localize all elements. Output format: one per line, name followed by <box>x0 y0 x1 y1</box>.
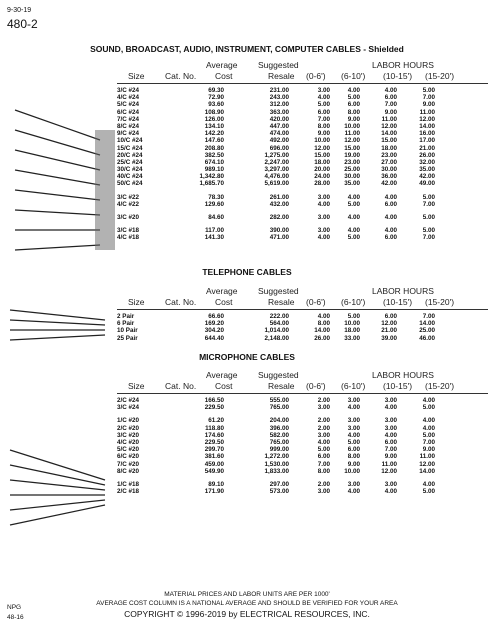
table-cell: 26.00 <box>314 334 330 342</box>
column-header: (6-10') <box>341 381 366 391</box>
table-cell: 3.00 <box>347 424 360 432</box>
table-cell: 141.30 <box>204 234 224 242</box>
table-cell: 9.00 <box>422 446 435 454</box>
table-cell: 9.00 <box>384 453 397 461</box>
table-cell: 312.00 <box>269 101 289 109</box>
table-cell: 11.00 <box>344 130 360 138</box>
table-cell: 3.00 <box>347 480 360 488</box>
table-cell: 3.00 <box>317 87 330 94</box>
table-cell: 297.00 <box>269 480 289 488</box>
table-cell: 1,833.00 <box>264 467 289 475</box>
table-cell: 171.90 <box>204 488 224 496</box>
table-cell: 696.00 <box>269 144 289 152</box>
table-cell: 5.00 <box>347 200 360 208</box>
table-cell: 304.20 <box>204 327 224 335</box>
table-cell: 8/C #24 <box>117 122 140 130</box>
table-cell: 3/C #24 <box>117 87 140 94</box>
table-cell: 2 Pair <box>117 313 135 320</box>
table-cell: 40/C #24 <box>117 173 143 181</box>
table-cell: 14.00 <box>381 130 397 138</box>
table-cell: 8.00 <box>347 108 360 116</box>
table-cell: 6 Pair <box>117 320 135 328</box>
table-cell: 7.00 <box>384 446 397 454</box>
cable-bundle-illustration-2 <box>5 305 117 345</box>
table-cell: 5.00 <box>317 101 330 109</box>
table-cell: 3/C #24 <box>117 404 140 412</box>
header-date: 9-30-19 <box>7 7 32 14</box>
table-cell: 3.00 <box>317 488 330 496</box>
column-header: (6-10') <box>341 71 366 81</box>
column-header: (10-15') <box>383 297 413 307</box>
table-cell: 4/C #24 <box>117 94 140 102</box>
table-cell: 2/C #24 <box>117 397 140 404</box>
table-cell: 261.00 <box>269 193 289 201</box>
table-cell: 4.00 <box>384 87 397 94</box>
column-header: LABOR HOURS <box>372 370 434 380</box>
table-cell: 20/C #24 <box>117 151 143 159</box>
table-cell: 204.00 <box>269 417 289 425</box>
table-cell: 8.00 <box>317 467 330 475</box>
table-cell: 42.00 <box>419 173 435 181</box>
table-cell: 4.00 <box>384 488 397 496</box>
table-cell: 7.00 <box>422 94 435 102</box>
table-cell: 6.00 <box>384 94 397 102</box>
table-cell: 10.00 <box>344 122 360 130</box>
column-header: Size <box>128 71 145 81</box>
footer-left-code: 48-16 <box>7 614 24 621</box>
table-cell: 30.00 <box>381 166 397 174</box>
table-cell: 21.00 <box>381 327 397 335</box>
table-cell: 7.00 <box>422 200 435 208</box>
table-cell: 2.00 <box>317 397 330 404</box>
table-cell: 14.00 <box>419 467 435 475</box>
table-cell: 72.90 <box>208 94 224 102</box>
table-cell: 999.00 <box>269 446 289 454</box>
table-cell: 382.50 <box>204 151 224 159</box>
table-cell: 1,014.00 <box>264 327 289 335</box>
table-cell: 10.00 <box>344 320 360 328</box>
table-cell: 1,275.00 <box>264 151 289 159</box>
table-cell: 5.00 <box>347 94 360 102</box>
table-cell: 3.00 <box>347 417 360 425</box>
table-cell: 69.30 <box>208 87 224 94</box>
table-cell: 420.00 <box>269 115 289 123</box>
footer-note-1: MATERIAL PRICES AND LABOR UNITS ARE PER 1000' <box>164 591 330 598</box>
table-cell: 36.00 <box>381 173 397 181</box>
table-cell: 126.00 <box>204 115 224 123</box>
table-cell: 1,530.00 <box>264 460 289 468</box>
table-cell: 12.00 <box>381 467 397 475</box>
table-cell: 8.00 <box>317 320 330 328</box>
table-cell: 6.00 <box>384 234 397 242</box>
table-cell: 23.00 <box>344 158 360 166</box>
table-cell: 14.00 <box>314 327 330 335</box>
table-cell: 6.00 <box>347 446 360 454</box>
table-cell: 7.00 <box>422 234 435 242</box>
table-cell: 363.00 <box>269 108 289 116</box>
table-cell: 432.00 <box>269 200 289 208</box>
column-header: Cost <box>215 71 233 81</box>
table-cell: 61.20 <box>208 417 224 425</box>
table-cell: 25.00 <box>419 327 435 335</box>
table-cell: 15.00 <box>381 137 397 145</box>
table-cell: 6.00 <box>347 101 360 109</box>
table-cell: 582.00 <box>269 431 289 439</box>
table-cell: 15.00 <box>314 151 330 159</box>
table-cell: 11.00 <box>381 115 397 123</box>
table-cell: 4/C #18 <box>117 234 140 242</box>
table-cell: 8.00 <box>347 453 360 461</box>
table-cell: 66.60 <box>208 313 224 320</box>
table-cell: 5.00 <box>422 214 435 221</box>
table-cell: 8/C #20 <box>117 467 140 475</box>
table-cell: 12.00 <box>419 460 435 468</box>
table-cell: 24.00 <box>314 173 330 181</box>
table-cell: 10.00 <box>344 467 360 475</box>
table-cell: 39.00 <box>381 334 397 342</box>
table-cell: 3/C #18 <box>117 227 140 235</box>
table-cell: 3.00 <box>317 214 330 221</box>
table-cell: 243.00 <box>269 94 289 102</box>
table-cell: 2.00 <box>317 417 330 425</box>
table-cell: 3/C #20 <box>117 214 140 221</box>
footer-note-2: AVERAGE COST COLUMN IS A NATIONAL AVERAGE AND SHOULD BE VERIFIED FOR YOUR AREA <box>96 600 398 607</box>
table-cell: 4.00 <box>347 227 360 235</box>
table-cell: 89.10 <box>208 480 224 488</box>
table-cell: 4/C #22 <box>117 200 140 208</box>
table-cell: 5.00 <box>347 234 360 242</box>
table-cell: 4.00 <box>384 431 397 439</box>
table-cell: 3.00 <box>317 227 330 235</box>
table-cell: 78.30 <box>208 193 224 201</box>
header-page-number: 480-2 <box>7 17 38 31</box>
table-cell: 49.00 <box>419 180 435 188</box>
table-cell: 765.00 <box>269 404 289 412</box>
column-header: Size <box>128 381 145 391</box>
table-cell: 84.60 <box>208 214 224 221</box>
cable-bundle-illustration-1 <box>5 100 117 260</box>
table-cell: 3.00 <box>384 397 397 404</box>
table-cell: 6.00 <box>384 313 397 320</box>
table-cell: 5.00 <box>422 404 435 412</box>
table-cell: 674.10 <box>204 158 224 166</box>
table-cell: 12.00 <box>381 320 397 328</box>
column-header: (6-10') <box>341 297 366 307</box>
table-cell: 174.60 <box>204 431 224 439</box>
table-cell: 129.60 <box>204 200 224 208</box>
column-header: LABOR HOURS <box>372 60 434 70</box>
table-cell: 4.00 <box>422 480 435 488</box>
table-cell: 396.00 <box>269 424 289 432</box>
table-cell: 11.00 <box>419 453 435 461</box>
table-cell: 6.00 <box>384 200 397 208</box>
table-cell: 147.60 <box>204 137 224 145</box>
table-cell: 42.00 <box>381 180 397 188</box>
column-header: Size <box>128 297 145 307</box>
table-cell: 18.00 <box>381 144 397 152</box>
table-cell: 229.50 <box>204 438 224 446</box>
section-title: TELEPHONE CABLES <box>202 267 292 277</box>
table-cell: 1/C #20 <box>117 417 140 425</box>
table-cell: 2/C #20 <box>117 424 140 432</box>
table-cell: 6/C #20 <box>117 453 140 461</box>
table-cell: 3.00 <box>317 431 330 439</box>
table-cell: 4.00 <box>384 214 397 221</box>
table-cell: 30/C #24 <box>117 166 143 174</box>
table-cell: 4.00 <box>422 424 435 432</box>
table-cell: 3.00 <box>384 480 397 488</box>
table-cell: 118.80 <box>205 424 224 432</box>
table-cell: 4.00 <box>347 431 360 439</box>
table-cell: 17.00 <box>419 137 435 145</box>
table-cell: 21.00 <box>419 144 435 152</box>
table-cell: 25 Pair <box>117 334 138 342</box>
table-cell: 229.50 <box>204 404 224 412</box>
column-header: Average <box>206 60 238 70</box>
table-cell: 3.00 <box>384 417 397 425</box>
column-header: (0-6') <box>306 297 326 307</box>
table-cell: 1/C #18 <box>117 480 140 488</box>
header-rule <box>117 393 488 394</box>
table-cell: 4.00 <box>317 313 330 320</box>
table-cell: 2/C #18 <box>117 488 140 496</box>
column-header: (15-20') <box>425 381 455 391</box>
table-cell: 5/C #24 <box>117 101 140 109</box>
section-title: SOUND, BROADCAST, AUDIO, INSTRUMENT, COMPUTER CABLES - Shielded <box>90 44 404 54</box>
table-cell: 4.00 <box>384 404 397 412</box>
table-cell: 644.40 <box>204 334 224 342</box>
column-header: (15-20') <box>425 71 455 81</box>
table-cell: 459.00 <box>204 460 224 468</box>
table-cell: 117.00 <box>205 227 224 235</box>
column-header: Suggested <box>258 286 299 296</box>
table-cell: 11.00 <box>419 108 435 116</box>
table-cell: 6.00 <box>384 438 397 446</box>
table-cell: 8.00 <box>317 122 330 130</box>
table-cell: 19.00 <box>344 151 360 159</box>
table-cell: 765.00 <box>269 438 289 446</box>
table-cell: 9.00 <box>347 460 360 468</box>
table-cell: 142.20 <box>204 130 224 138</box>
column-header: Cat. No. <box>165 297 197 307</box>
table-cell: 5/C #20 <box>117 446 140 454</box>
table-cell: 3.00 <box>347 397 360 404</box>
table-cell: 3/C #20 <box>117 431 140 439</box>
column-header: Cost <box>215 297 233 307</box>
table-cell: 7/C #24 <box>117 115 140 123</box>
footer-copyright: COPYRIGHT © 1996-2019 by ELECTRICAL RESOURCES, INC. <box>124 609 370 619</box>
table-cell: 4/C #20 <box>117 438 140 446</box>
footer-left-npg: NPG <box>7 604 22 611</box>
table-cell: 9.00 <box>422 101 435 109</box>
table-cell: 564.00 <box>269 320 289 328</box>
column-header: Suggested <box>258 370 299 380</box>
table-cell: 4.00 <box>422 417 435 425</box>
table-cell: 3.00 <box>384 424 397 432</box>
column-header: (0-6') <box>306 71 326 81</box>
table-cell: 7.00 <box>317 460 330 468</box>
table-cell: 2.00 <box>317 480 330 488</box>
table-cell: 4.00 <box>347 488 360 496</box>
table-cell: 381.60 <box>204 453 224 461</box>
table-cell: 549.90 <box>204 467 224 475</box>
table-cell: 15.00 <box>344 144 360 152</box>
table-cell: 134.10 <box>204 122 224 130</box>
table-cell: 9.00 <box>384 108 397 116</box>
table-cell: 2,148.00 <box>264 334 289 342</box>
table-cell: 282.00 <box>269 214 289 221</box>
table-cell: 25.00 <box>344 166 360 174</box>
column-header: Cat. No. <box>165 71 197 81</box>
table-cell: 35.00 <box>419 166 435 174</box>
table-cell: 12.00 <box>419 115 435 123</box>
table-cell: 2.00 <box>317 424 330 432</box>
table-cell: 14.00 <box>419 122 435 130</box>
table-cell: 4.00 <box>317 200 330 208</box>
table-cell: 10.00 <box>314 137 330 145</box>
table-cell: 28.00 <box>314 180 330 188</box>
table-cell: 7.00 <box>422 313 435 320</box>
table-cell: 4.00 <box>384 193 397 201</box>
table-cell: 208.80 <box>204 144 224 152</box>
table-cell: 4.00 <box>347 214 360 221</box>
table-cell: 447.00 <box>269 122 289 130</box>
table-cell: 27.00 <box>381 158 397 166</box>
table-cell: 50/C #24 <box>117 180 143 188</box>
table-cell: 5.00 <box>317 446 330 454</box>
table-cell: 23.00 <box>381 151 397 159</box>
table-cell: 471.00 <box>269 234 289 242</box>
table-cell: 46.00 <box>419 334 435 342</box>
table-cell: 4.00 <box>347 404 360 412</box>
table-cell: 3.00 <box>317 193 330 201</box>
table-cell: 12.00 <box>344 137 360 145</box>
column-header: Resale <box>268 297 295 307</box>
table-cell: 4.00 <box>317 234 330 242</box>
table-cell: 231.00 <box>269 87 289 94</box>
table-cell: 4.00 <box>347 193 360 201</box>
table-cell: 4.00 <box>384 227 397 235</box>
column-header: Suggested <box>258 60 299 70</box>
table-cell: 26.00 <box>419 151 435 159</box>
table-cell: 16.00 <box>419 130 435 138</box>
column-header: Cat. No. <box>165 381 197 391</box>
table-cell: 5.00 <box>422 431 435 439</box>
table-cell: 2,247.00 <box>264 158 289 166</box>
column-header: LABOR HOURS <box>372 286 434 296</box>
table-cell: 1,342.80 <box>199 173 224 181</box>
table-cell: 492.00 <box>269 137 289 145</box>
table-cell: 4.00 <box>422 397 435 404</box>
table-cell: 10 Pair <box>117 327 138 335</box>
table-cell: 12.00 <box>381 122 397 130</box>
table-cell: 3,297.00 <box>264 166 289 174</box>
table-cell: 6.00 <box>317 453 330 461</box>
table-cell: 10/C #24 <box>117 137 143 145</box>
table-cell: 4.00 <box>317 438 330 446</box>
column-header: (10-15') <box>383 381 413 391</box>
table-cell: 9.00 <box>347 115 360 123</box>
section-title: MICROPHONE CABLES <box>199 352 295 362</box>
table-cell: 6.00 <box>317 108 330 116</box>
column-header: Average <box>206 286 238 296</box>
column-header: (0-6') <box>306 381 326 391</box>
column-header: (10-15') <box>383 71 413 81</box>
column-header: Cost <box>215 381 233 391</box>
table-cell: 3/C #22 <box>117 193 140 201</box>
table-cell: 5,619.00 <box>264 180 289 188</box>
header-rule <box>117 309 488 310</box>
table-cell: 6/C #24 <box>117 108 140 116</box>
table-cell: 20.00 <box>314 166 330 174</box>
table-cell: 1,272.00 <box>264 453 289 461</box>
table-cell: 7/C #20 <box>117 460 140 468</box>
column-header: Resale <box>268 71 295 81</box>
table-cell: 4.00 <box>347 87 360 94</box>
table-cell: 5.00 <box>422 227 435 235</box>
column-header: Average <box>206 370 238 380</box>
table-cell: 5.00 <box>347 313 360 320</box>
table-cell: 555.00 <box>269 397 289 404</box>
table-cell: 222.00 <box>269 313 289 320</box>
table-cell: 3.00 <box>317 404 330 412</box>
table-cell: 9.00 <box>317 130 330 138</box>
table-cell: 7.00 <box>317 115 330 123</box>
table-cell: 474.00 <box>269 130 289 138</box>
table-cell: 5.00 <box>422 193 435 201</box>
table-cell: 4,476.00 <box>264 173 289 181</box>
table-cell: 18.00 <box>344 327 360 335</box>
table-cell: 18.00 <box>314 158 330 166</box>
table-cell: 33.00 <box>344 334 360 342</box>
header-rule <box>117 83 488 84</box>
column-header: (15-20') <box>425 297 455 307</box>
table-cell: 30.00 <box>344 173 360 181</box>
table-cell: 573.00 <box>269 488 289 496</box>
table-cell: 5.00 <box>422 488 435 496</box>
table-cell: 4.00 <box>317 94 330 102</box>
table-cell: 15/C #24 <box>117 144 143 152</box>
table-cell: 32.00 <box>419 158 435 166</box>
table-cell: 108.90 <box>204 108 224 116</box>
table-cell: 14.00 <box>419 320 435 328</box>
table-cell: 11.00 <box>381 460 397 468</box>
table-cell: 390.00 <box>269 227 289 235</box>
table-cell: 1,685.70 <box>199 180 224 188</box>
table-cell: 25/C #24 <box>117 158 143 166</box>
table-cell: 35.00 <box>344 180 360 188</box>
table-cell: 989.10 <box>204 166 224 174</box>
table-cell: 9/C #24 <box>117 130 140 138</box>
table-cell: 7.00 <box>422 438 435 446</box>
table-cell: 299.70 <box>204 446 224 454</box>
table-cell: 12.00 <box>314 144 330 152</box>
table-cell: 7.00 <box>384 101 397 109</box>
table-cell: 166.50 <box>204 397 224 404</box>
table-cell: 169.20 <box>204 320 224 328</box>
table-cell: 93.60 <box>208 101 224 109</box>
cable-bundle-illustration-3 <box>5 440 117 530</box>
table-cell: 5.00 <box>347 438 360 446</box>
column-header: Resale <box>268 381 295 391</box>
table-cell: 5.00 <box>422 87 435 94</box>
